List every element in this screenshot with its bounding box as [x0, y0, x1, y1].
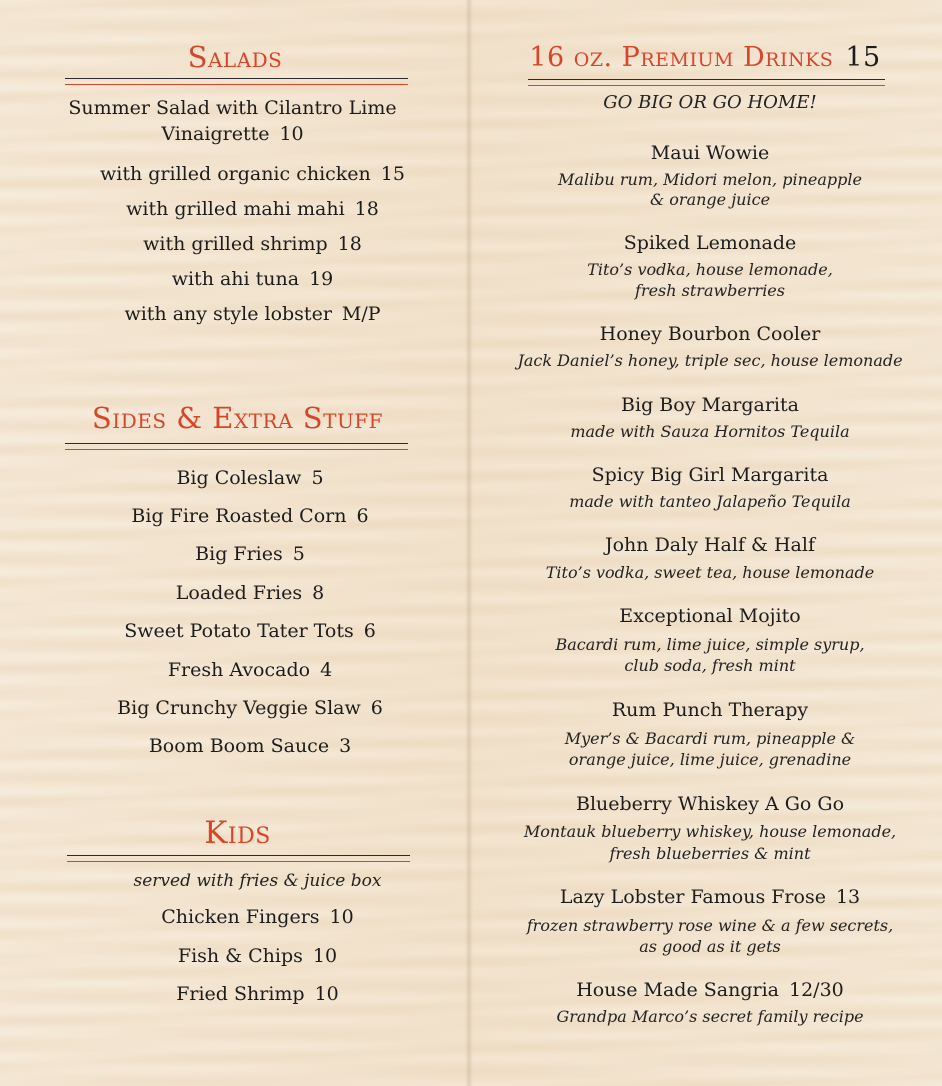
drink-desc: Grandpa Marco’s secret family recipe: [556, 1007, 864, 1026]
drink-desc: Jack Daniel’s honey, triple sec, house lemonade: [517, 351, 903, 370]
side-item: Big Fire Roasted Corn 6: [131, 505, 369, 527]
sides-title: Sides & Extra Stuff: [91, 401, 384, 435]
drink-name: Exceptional Mojito: [619, 605, 801, 627]
drink-name: John Daly Half & Half: [605, 534, 815, 556]
drink-desc: Montauk blueberry whiskey, house lemonade,: [523, 822, 897, 841]
salad-addon: with grilled organic chicken 15: [100, 163, 405, 185]
drink-desc: made with Sauza Hornitos Tequila: [570, 422, 850, 441]
side-item: Big Fries 5: [195, 543, 305, 565]
side-item: Big Coleslaw 5: [176, 467, 324, 489]
salads-title: Salads: [187, 40, 283, 74]
drink-name: Spiked Lemonade: [623, 232, 797, 254]
side-item: Fresh Avocado 4: [167, 659, 333, 681]
drink-name: Blueberry Whiskey A Go Go: [575, 793, 845, 815]
drink-desc: Tito’s vodka, sweet tea, house lemonade: [545, 563, 875, 582]
drink-desc: fresh strawberries: [635, 281, 785, 300]
salads-rule: [65, 78, 408, 85]
kids-note: served with fries & juice box: [133, 871, 382, 891]
drink-name: Honey Bourbon Cooler: [599, 323, 821, 345]
drinks-price: 15: [845, 42, 881, 73]
salad-main-line1: Summer Salad with Cilantro Lime: [68, 97, 397, 119]
drink-desc: club soda, fresh mint: [624, 656, 796, 675]
drink-name: Lazy Lobster Famous Frose 13: [559, 886, 861, 908]
drink-name: Rum Punch Therapy: [611, 699, 809, 721]
drink-desc: fresh blueberries & mint: [609, 844, 811, 863]
salad-addon: with grilled mahi mahi 18: [126, 198, 379, 220]
drink-name: House Made Sangria 12/30: [576, 979, 844, 1001]
side-item: Sweet Potato Tater Tots 6: [124, 620, 376, 642]
salad-addon: with any style lobster M/P: [124, 303, 381, 325]
kids-item: Fish & Chips 10: [177, 945, 338, 967]
side-item: Loaded Fries 8: [175, 582, 325, 604]
drink-desc: made with tanteo Jalapeño Tequila: [569, 492, 851, 511]
drink-desc: frozen strawberry rose wine & a few secrets,: [526, 916, 894, 935]
drink-desc: & orange juice: [649, 190, 771, 209]
side-item: Big Crunchy Veggie Slaw 6: [117, 697, 383, 719]
sides-rule: [65, 443, 408, 450]
salad-main-price: 10: [279, 123, 304, 145]
kids-item: Fried Shrimp 10: [176, 983, 339, 1005]
kids-item: Chicken Fingers 10: [161, 906, 354, 928]
drink-desc: Bacardi rum, lime juice, simple syrup,: [555, 635, 865, 654]
side-item: Boom Boom Sauce 3: [148, 735, 352, 757]
drink-desc: orange juice, lime juice, grenadine: [568, 750, 852, 769]
salad-addon: with grilled shrimp 18: [143, 233, 362, 255]
drink-name: Spicy Big Girl Margarita: [591, 464, 829, 486]
drink-desc: as good as it gets: [639, 937, 781, 956]
salad-addon: with ahi tuna 19: [171, 268, 334, 290]
drink-desc: Myer’s & Bacardi rum, pineapple &: [564, 729, 856, 748]
salad-main-line2: Vinaigrette 10: [161, 123, 304, 145]
drinks-rule: [528, 79, 885, 86]
kids-rule: [67, 855, 410, 862]
drink-name: Maui Wowie: [650, 142, 770, 164]
drinks-title: 16 oz. Premium Drinks 15: [529, 42, 881, 73]
drink-name: Big Boy Margarita: [621, 394, 799, 416]
drink-desc: Malibu rum, Midori melon, pineapple: [558, 170, 862, 189]
drink-desc: Tito’s vodka, house lemonade,: [587, 260, 833, 279]
drinks-tagline: GO BIG OR GO HOME!: [603, 92, 817, 113]
kids-title: Kids: [204, 815, 271, 851]
